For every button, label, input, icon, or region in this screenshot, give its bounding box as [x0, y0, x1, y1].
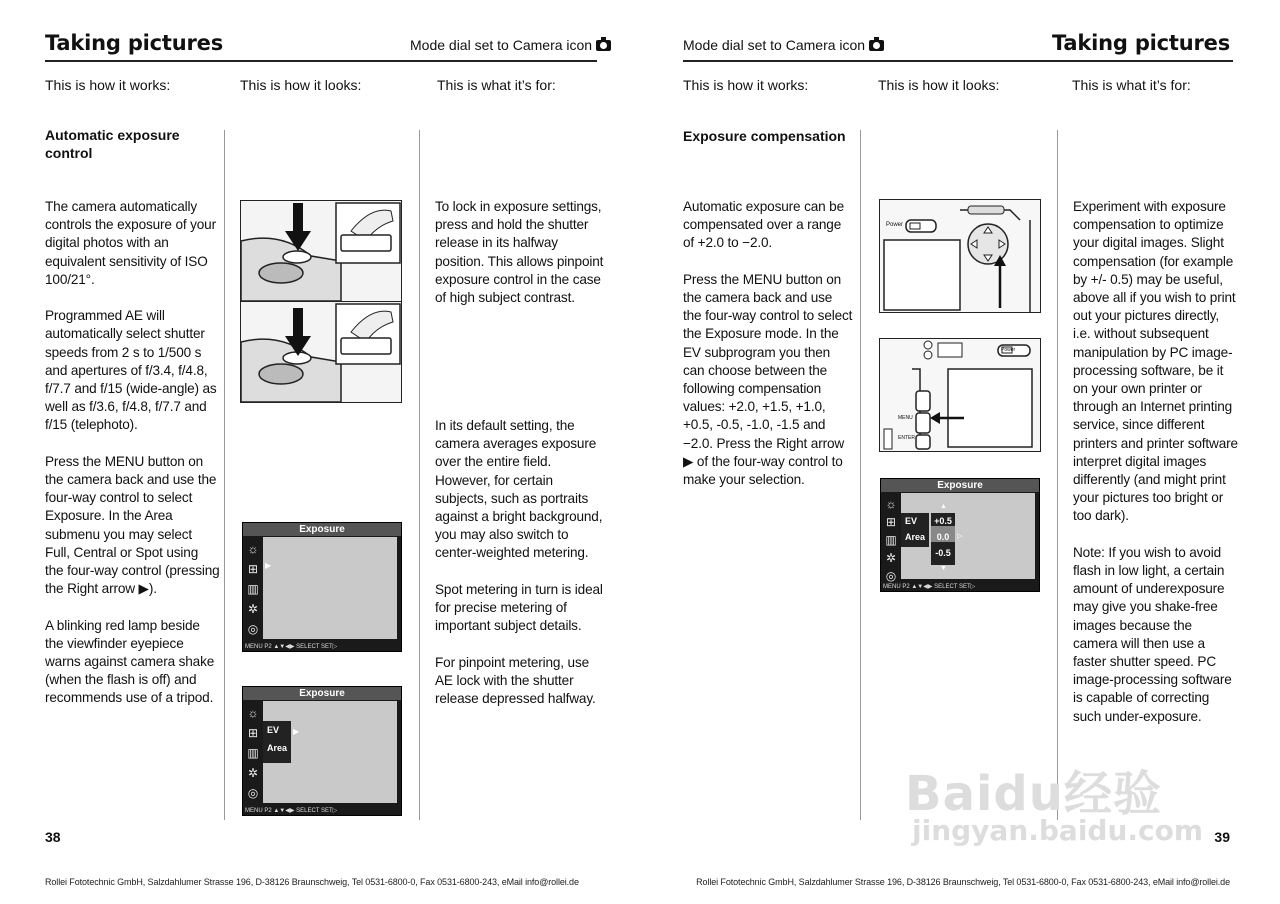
right-col-header-looks: This is how it looks:	[878, 77, 1000, 93]
ev-value-list	[931, 513, 955, 565]
enter-button-label: ENTER	[898, 435, 915, 441]
works-paragraph: Programmed AE will automatically select shutter speeds from 2 s to 1/500 s and apertures of f/3.4, f/4.8, f/7.7 and f/15 (wide-angle) as well as f/3.6, f/4.8, f/7.7 and f/15 (telephoto).	[45, 308, 217, 433]
lcd-footer: MENU P2 ▲▼◀▶ SELECT SET▷	[883, 584, 976, 590]
camera-back-four-way-illustration	[879, 199, 1041, 313]
brightness-icon: ☼	[885, 497, 897, 511]
shutter-full-press-illustration	[240, 301, 402, 403]
baidu-watermark-logo: Baidu经验	[905, 766, 1162, 822]
submenu-item-ev: EV	[267, 725, 280, 735]
down-arrow-icon: ▼	[940, 565, 947, 572]
timer-icon: ◎	[885, 569, 897, 583]
lcd-icon-column	[883, 495, 899, 585]
metering-icon: ▥	[247, 582, 259, 596]
mode-note-text: Mode dial set to Camera icon	[410, 37, 593, 53]
camera-icon	[596, 40, 611, 51]
shutter-half-press-illustration	[240, 200, 402, 302]
left-mode-note	[410, 37, 611, 53]
right-page-title: Taking pictures	[1051, 31, 1230, 55]
selection-arrow-icon: ▶	[293, 727, 300, 736]
baidu-watermark-url: jingyan.baidu.com	[912, 814, 1204, 847]
right-page-number: 39	[1214, 829, 1230, 845]
lcd-title: Exposure	[881, 479, 1039, 492]
metering-icon: ▥	[247, 746, 259, 760]
timer-icon: ◎	[247, 622, 259, 636]
lcd-title: Exposure	[243, 687, 401, 700]
right-section-title: Exposure compensation	[683, 128, 846, 144]
metering-icon: ▥	[885, 533, 897, 547]
lcd-submenu	[901, 513, 929, 547]
white-balance-icon: ✲	[247, 766, 259, 780]
lcd-icon-column	[245, 539, 261, 639]
submenu-item-area: Area	[905, 532, 926, 542]
right-column-divider-2	[1057, 130, 1058, 820]
right-mode-note	[683, 37, 884, 53]
for-paragraph: To lock in exposure settings, press and hold the shutter release in its halfway position. This allows pinpoint exposure control in the case of high subject contrast.	[435, 199, 604, 306]
exposure-icon: ⊞	[885, 515, 897, 529]
right-column-divider-1	[860, 130, 861, 820]
right-works-text	[683, 198, 853, 507]
camera-icon	[869, 40, 884, 51]
right-col-header-works: This is how it works:	[683, 77, 809, 93]
left-page-footer: Rollei Fototechnic GmbH, Salzdahlumer Strasse 196, D-38126 Braunschweig, Tel 0531-6800-0, Fax 0531-6800-243, eMail info@rollei.de	[45, 877, 579, 887]
for-paragraph: In its default setting, the camera averages exposure over the entire field. However, for certain subjects, such as portraits against a bright background, you may also switch to center-weighted metering.	[435, 418, 603, 561]
selection-arrow-icon: ▶	[265, 561, 272, 570]
lcd-title: Exposure	[243, 523, 401, 536]
left-col-header-for: This is what it’s for:	[437, 77, 556, 93]
ev-value-minus: -0.5	[935, 548, 951, 558]
exposure-icon: ⊞	[247, 562, 259, 576]
lcd-footer: MENU P2 ▲▼◀▶ SELECT SET▷	[245, 644, 338, 650]
works-paragraph: Press the MENU button on the camera back and use the four-way control to select Exposure. In the Area submenu you may select Full, Central or Spot using the four-way control (pressing the Right arrow ▶).	[45, 453, 220, 597]
left-page-title: Taking pictures	[45, 31, 224, 55]
submenu-item-area: Area	[267, 743, 288, 753]
brightness-icon: ☼	[247, 542, 259, 556]
menu-button-label: MENU	[898, 415, 913, 421]
camera-back-menu-button-illustration	[879, 338, 1041, 452]
exposure-icon: ⊞	[247, 726, 259, 740]
exposure-ev-menu-screen	[880, 478, 1040, 592]
for-paragraph: Experiment with exposure compensation to optimize your digital images. Slight compensation (for example by +/- 0.5) may be useful, above all if you wish to print out your pictures directly, i.e. without subsequent manipulation by PC image-processing software, be it on your own printer or through an Internet printing service, since different printers and printer software interpret digital images differently (and might print your pictures too bright or too dark).	[1073, 199, 1238, 524]
works-paragraph: Automatic exposure can be compensated over a range of +2.0 to −2.0.	[683, 199, 844, 251]
exposure-menu-screen-2	[242, 686, 402, 816]
ev-value-current: 0.0	[931, 526, 955, 542]
right-page-footer: Rollei Fototechnic GmbH, Salzdahlumer Strasse 196, D-38126 Braunschweig, Tel 0531-6800-0, Fax 0531-6800-243, eMail info@rollei.de	[696, 877, 1230, 887]
submenu-item-ev: EV	[905, 516, 918, 526]
left-for-bottom-text	[435, 417, 605, 726]
timer-icon: ◎	[247, 786, 259, 800]
right-header-rule	[683, 60, 1233, 62]
lcd-submenu	[263, 721, 291, 763]
right-col-header-for: This is what it’s for:	[1072, 77, 1191, 93]
white-balance-icon: ✲	[247, 602, 259, 616]
for-paragraph: Note: If you wish to avoid flash in low light, a certain amount of underexposure may give you shake-free images because the camera will then use a faster shutter speed. PC image-processing software is capable of correcting such under-exposure.	[1073, 544, 1232, 724]
for-paragraph: For pinpoint metering, use AE lock with the shutter release depressed halfway.	[435, 654, 596, 707]
works-paragraph: A blinking red lamp beside the viewfinder eyepiece warns against camera shake (when the flash is off) and recommends use of a tripod.	[45, 617, 215, 706]
left-works-text	[45, 198, 220, 726]
power-label: Power	[1001, 347, 1016, 353]
lcd-icon-column	[245, 703, 261, 803]
works-paragraph: Press the MENU button on the camera back and use the four-way control to select the Exposure mode. In the EV subprogram you then can choose between the following compensation values: +2.0, +1.5, +1.0, +0.5, -0.5, -1.0, -1.5 and −2.0. Press the Right arrow ▶ of the four-way control to make your selection.	[683, 271, 853, 488]
up-arrow-icon: ▲	[940, 503, 947, 510]
left-col-header-works: This is how it works:	[45, 77, 171, 93]
right-for-text	[1073, 198, 1238, 744]
left-col-header-looks: This is how it looks:	[240, 77, 362, 93]
exposure-menu-screen-1	[242, 522, 402, 652]
left-column-divider-1	[224, 130, 225, 820]
left-column-divider-2	[419, 130, 420, 820]
lcd-screen-area	[263, 537, 397, 639]
left-header-rule	[45, 60, 597, 62]
left-section-title: Automatic exposure control	[45, 127, 180, 161]
works-paragraph: The camera automatically controls the exposure of your digital photos with an equivalent sensitivity of ISO 100/21°.	[45, 199, 216, 287]
right-arrow-icon: ▷	[957, 533, 963, 540]
mode-note-text: Mode dial set to Camera icon	[683, 37, 866, 53]
ev-value-plus: +0.5	[934, 516, 952, 526]
left-page-number: 38	[45, 829, 61, 845]
left-for-top-text	[435, 198, 605, 325]
white-balance-icon: ✲	[885, 551, 897, 565]
power-label: Power	[886, 222, 904, 228]
for-paragraph: Spot metering in turn is ideal for precise metering of important subject details.	[435, 581, 603, 634]
brightness-icon: ☼	[247, 706, 259, 720]
lcd-footer: MENU P2 ▲▼◀▶ SELECT SET▷	[245, 808, 338, 814]
